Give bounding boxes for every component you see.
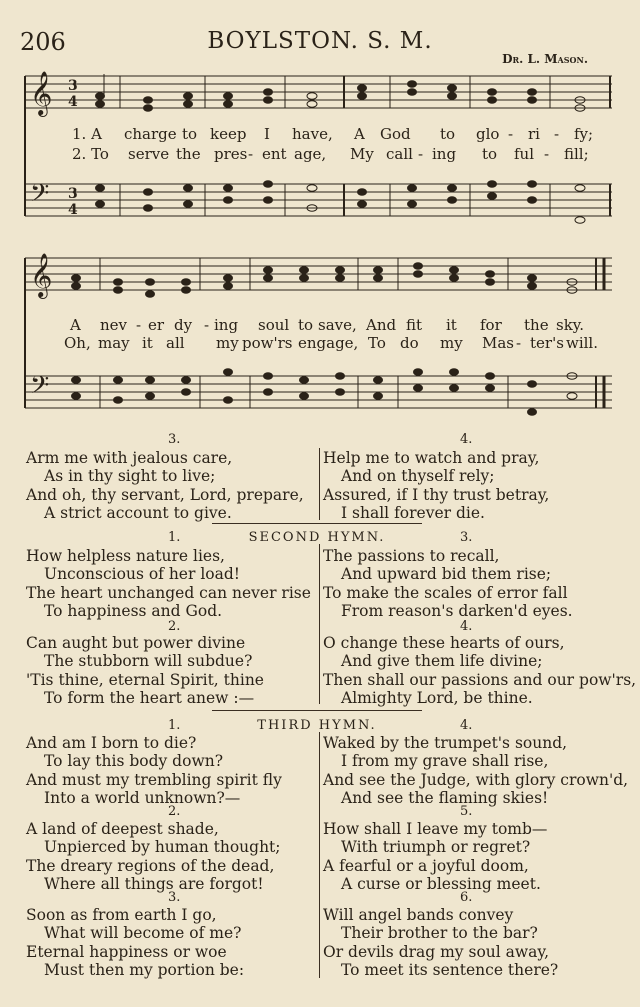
verse-number: 4. bbox=[460, 432, 473, 447]
page-number: 206 bbox=[20, 28, 66, 56]
second-hymn-heading: SECOND HYMN. bbox=[248, 530, 386, 545]
verse-number: 3. bbox=[168, 432, 181, 447]
svg-text:𝄞: 𝄞 bbox=[30, 71, 53, 115]
third-hymn-verse-4: Waked by the trumpet's sound, I from my grave shall rise, And see the Judge, with glory crown'd, And see the flaming skies! bbox=[323, 734, 629, 807]
third-hymn-verse-1: And am I born to die? To lay this body down? And must my trembling spirit fly Into a world unknown?— bbox=[26, 734, 282, 807]
composer-credit: Dr. L. Mason. bbox=[502, 52, 588, 66]
svg-text:𝄢: 𝄢 bbox=[30, 371, 50, 406]
verse-number: 4. bbox=[460, 718, 473, 733]
verse-4: Help me to watch and pray, And on thyself rely; Assured, if I thy trust betray, I shall forever die. bbox=[323, 449, 550, 522]
verse-3: Arm me with jealous care, As in thy sight to live; And oh, thy servant, Lord, prepare, A strict account to give. bbox=[26, 449, 304, 522]
verse-number: 3. bbox=[168, 890, 181, 905]
tune-title: BOYLSTON. S. M. bbox=[207, 28, 433, 54]
svg-text:4: 4 bbox=[68, 202, 78, 218]
section-rule bbox=[212, 523, 422, 524]
svg-text:3: 3 bbox=[68, 78, 78, 94]
column-divider-third-hymn bbox=[319, 732, 320, 978]
third-hymn-verse-3: Soon as from earth I go, What will become of me? Eternal happiness or woe Must then my portion be: bbox=[26, 906, 245, 979]
verse-number: 1. bbox=[168, 718, 181, 733]
second-hymn-verse-2: Can aught but power divine The stubborn will subdue? 'Tis thine, eternal Spirit, thine To form the heart anew :— bbox=[26, 634, 264, 707]
second-hymn-verse-4: O change these hearts of ours, And give them life divine; Then shall our passions and our pow'rs, Almighty Lord, be thine. bbox=[323, 634, 637, 707]
third-hymn-verse-6: Will angel bands convey Their brother to the bar? Or devils drag my soul away, To meet its sentence there? bbox=[323, 906, 559, 979]
svg-text:𝄞: 𝄞 bbox=[30, 253, 53, 297]
second-hymn-verse-1: How helpless nature lies, Unconscious of her load! The heart unchanged can never rise To happiness and God. bbox=[26, 547, 311, 620]
third-hymn-verse-2: A land of deepest shade, Unpierced by human thought; The dreary regions of the dead, Where all things are forgot! bbox=[26, 820, 281, 893]
verse-number: 4. bbox=[460, 619, 473, 634]
section-rule bbox=[212, 710, 422, 711]
second-hymn-verse-3: The passions to recall, And upward bid them rise; To make the scales of error fall From reason's darken'd eyes. bbox=[323, 547, 573, 620]
svg-text:𝄢: 𝄢 bbox=[30, 179, 50, 214]
verse-number: 5. bbox=[460, 804, 473, 819]
verse-number: 1. bbox=[168, 530, 181, 545]
svg-text:3: 3 bbox=[68, 186, 78, 202]
third-hymn-heading: THIRD HYMN. bbox=[257, 718, 377, 733]
svg-text:4: 4 bbox=[68, 94, 78, 110]
verse-number: 6. bbox=[460, 890, 473, 905]
verse-number: 2. bbox=[168, 804, 181, 819]
column-divider-second-hymn bbox=[319, 544, 320, 704]
verse-number: 2. bbox=[168, 619, 181, 634]
third-hymn-verse-5: How shall I leave my tomb— With triumph or regret? A fearful or a joyful doom, A curse or blessing meet. bbox=[323, 820, 548, 893]
column-divider-tune-verses bbox=[319, 448, 320, 520]
verse-number: 3. bbox=[460, 530, 473, 545]
